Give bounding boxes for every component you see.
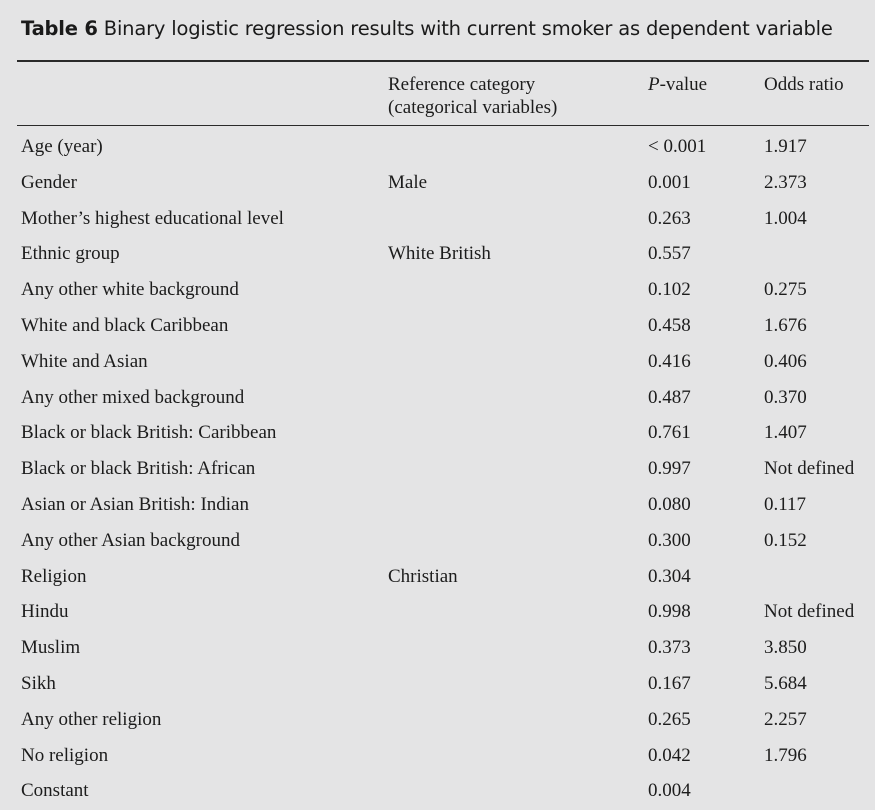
table-row (0, 237, 875, 273)
cell-p-value: 0.997 (648, 458, 691, 480)
cell-p-value: 0.102 (648, 279, 691, 301)
cell-reference: White British (388, 243, 491, 265)
cell-reference: Male (388, 171, 428, 193)
cell-odds-ratio: 1.676 (764, 314, 807, 336)
cell-p-value: 0.557 (648, 243, 691, 265)
cell-p-value: 0.265 (648, 708, 691, 730)
table-number: Table 6 (21, 17, 98, 40)
table-row (0, 595, 875, 631)
cell-odds-ratio: 1.004 (764, 207, 807, 229)
cell-variable: Gender (21, 171, 77, 193)
cell-odds-ratio: 0.370 (764, 386, 807, 408)
cell-variable: White and Asian (21, 350, 148, 372)
header-reference-line2: (categorical variables) (388, 97, 558, 118)
table-row (0, 130, 875, 166)
header-p-italic: P (648, 74, 660, 95)
cell-variable: Black or black British: Caribbean (21, 422, 277, 444)
cell-variable: Black or black British: African (21, 458, 256, 480)
cell-variable: Any other religion (21, 708, 162, 730)
cell-p-value: 0.487 (648, 386, 691, 408)
table-row (0, 631, 875, 667)
table-row (0, 667, 875, 703)
cell-p-value: 0.416 (648, 350, 691, 372)
cell-odds-ratio: 0.275 (764, 279, 807, 301)
header-p-value (648, 73, 707, 96)
cell-variable: Age (year) (21, 136, 103, 157)
table-row (0, 309, 875, 345)
cell-odds-ratio: 3.850 (764, 637, 807, 659)
cell-p-value: 0.761 (648, 422, 691, 444)
cell-p-value: 0.263 (648, 207, 691, 229)
cell-variable: Muslim (21, 637, 81, 659)
cell-odds-ratio: 1.407 (764, 422, 807, 444)
table-row (0, 416, 875, 452)
cell-variable: Religion (21, 565, 87, 587)
cell-p-value: 0.373 (648, 637, 691, 659)
cell-p-value: 0.300 (648, 529, 691, 551)
cell-variable: White and black Caribbean (21, 314, 229, 336)
cell-reference: Christian (388, 565, 458, 587)
table-row (0, 488, 875, 524)
cell-variable: Constant (21, 780, 89, 802)
cell-p-value: 0.304 (648, 565, 691, 587)
cell-odds-ratio: 1.917 (764, 136, 807, 157)
table-row (0, 381, 875, 417)
cell-variable: Asian or Asian British: Indian (21, 493, 249, 515)
cell-p-value: 0.998 (648, 601, 691, 623)
table-row (0, 739, 875, 775)
table-body (0, 130, 875, 810)
cell-variable: Ethnic group (21, 243, 120, 265)
top-rule (17, 60, 869, 62)
cell-variable: Any other mixed background (21, 386, 245, 408)
header-reference-category (388, 73, 557, 119)
cell-variable: Sikh (21, 672, 56, 694)
cell-variable: Mother’s highest educational level (21, 207, 284, 229)
cell-odds-ratio: 1.796 (764, 744, 807, 766)
cell-odds-ratio: Not defined (764, 458, 855, 480)
header-reference-line1: Reference category (388, 74, 536, 95)
header-rule (17, 125, 869, 126)
table-row (0, 774, 875, 810)
cell-p-value: 0.004 (648, 780, 691, 802)
header-odds-ratio: Odds ratio (764, 74, 844, 95)
table-row (0, 560, 875, 596)
cell-variable: Any other Asian background (21, 529, 240, 551)
cell-p-value: < 0.001 (648, 136, 707, 157)
header-p-rest: -value (659, 74, 708, 95)
cell-odds-ratio: 2.373 (764, 171, 807, 193)
table-caption (21, 17, 833, 40)
table-row (0, 345, 875, 381)
table-row (0, 273, 875, 309)
cell-p-value: 0.167 (648, 672, 691, 694)
cell-odds-ratio: 0.152 (764, 529, 807, 551)
cell-odds-ratio: Not defined (764, 601, 855, 623)
cell-p-value: 0.042 (648, 744, 691, 766)
cell-variable: Hindu (21, 601, 69, 623)
cell-variable: No religion (21, 744, 109, 766)
cell-p-value: 0.458 (648, 314, 691, 336)
table-row (0, 452, 875, 488)
cell-odds-ratio: 0.117 (764, 493, 807, 515)
cell-variable: Any other white background (21, 279, 239, 301)
table-row (0, 703, 875, 739)
table-row (0, 202, 875, 238)
cell-odds-ratio: 0.406 (764, 350, 807, 372)
cell-odds-ratio: 2.257 (764, 708, 807, 730)
table-row (0, 524, 875, 560)
table-row (0, 166, 875, 202)
table-title: Binary logistic regression results with current smoker as dependent variable (103, 17, 833, 40)
cell-odds-ratio: 5.684 (764, 672, 807, 694)
cell-p-value: 0.001 (648, 171, 691, 193)
cell-p-value: 0.080 (648, 493, 691, 515)
